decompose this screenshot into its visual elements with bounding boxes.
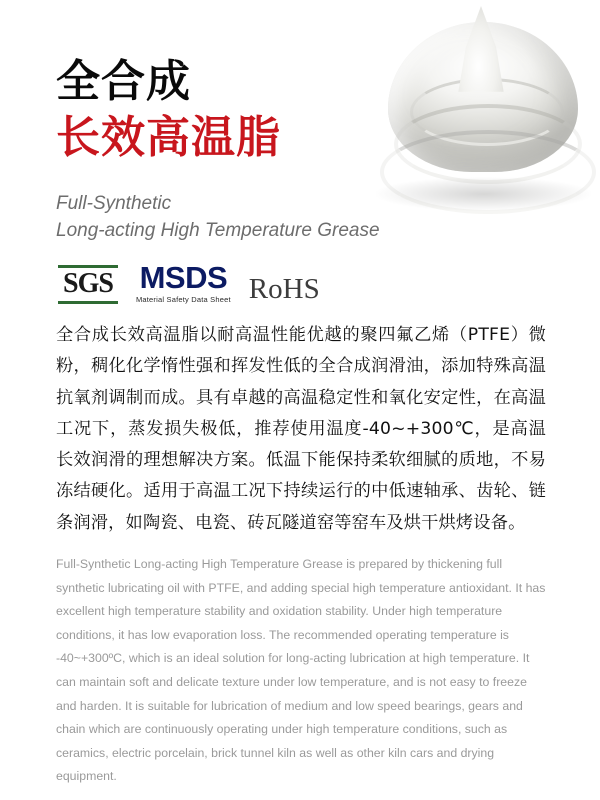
page-subtitle-en-line2: Long-acting High Temperature Grease <box>56 220 380 242</box>
page-subtitle-en <box>56 190 476 245</box>
page-subtitle-en-line1: Full-Synthetic <box>56 192 172 214</box>
body-text-cn: 全合成长效高温脂以耐高温性能优越的聚四氟乙烯（PTFE）微粉，稠化化学惰性强和挥发性低的全合成润滑油，添加特殊高温抗氧剂调制而成。具有卓越的高温稳定性和氧化安定性，在高温工况下，蒸发损失极低，推荐使用温度-40~+300℃，是高温长效润滑的理想解决方案。低温下能保持柔软细腻的质地，不易冻结硬化。适用于高温工况下持续运行的中低速轴承、齿轮、链条润滑，如陶瓷、电瓷、砖瓦隧道窑等窑车及烘干烘烤设备。 <box>56 325 546 533</box>
body-text-en: Full-Synthetic Long-acting High Temperature Grease is prepared by thickening full synthetic lubricating oil with PTFE, and adding special high temperature antioxidant. It has excellent high temperature stability and oxidation stability. Under high temperature conditions, it has low evaporation loss. The recommended operating temperature is -40~+300ºC, which is an ideal solution for long-acting lubrication at high temperature. It can maintain soft and delicate texture under low temperature, and is not easy to freeze and harden. It is suitable for lubrication of medium and low speed bearings, gears and chain which are continuously operating under high temperature conditions, such as ceramics, electric porcelain, brick tunnel kiln as well as other kiln cars and drying equipment. <box>56 557 546 784</box>
certification-logos <box>58 262 320 304</box>
msds-logo-icon <box>136 262 231 304</box>
msds-logo-sublabel: Material Safety Data Sheet <box>135 295 231 304</box>
msds-logo-label: MSDS <box>139 260 228 295</box>
page-title-cn-primary: 全合成 <box>56 56 191 107</box>
rohs-logo-icon: RoHS <box>248 272 320 305</box>
page-title-cn-accent: 长效高温脂 <box>56 111 281 163</box>
heading-block <box>56 56 476 245</box>
sgs-logo-icon: SGS <box>58 265 118 304</box>
